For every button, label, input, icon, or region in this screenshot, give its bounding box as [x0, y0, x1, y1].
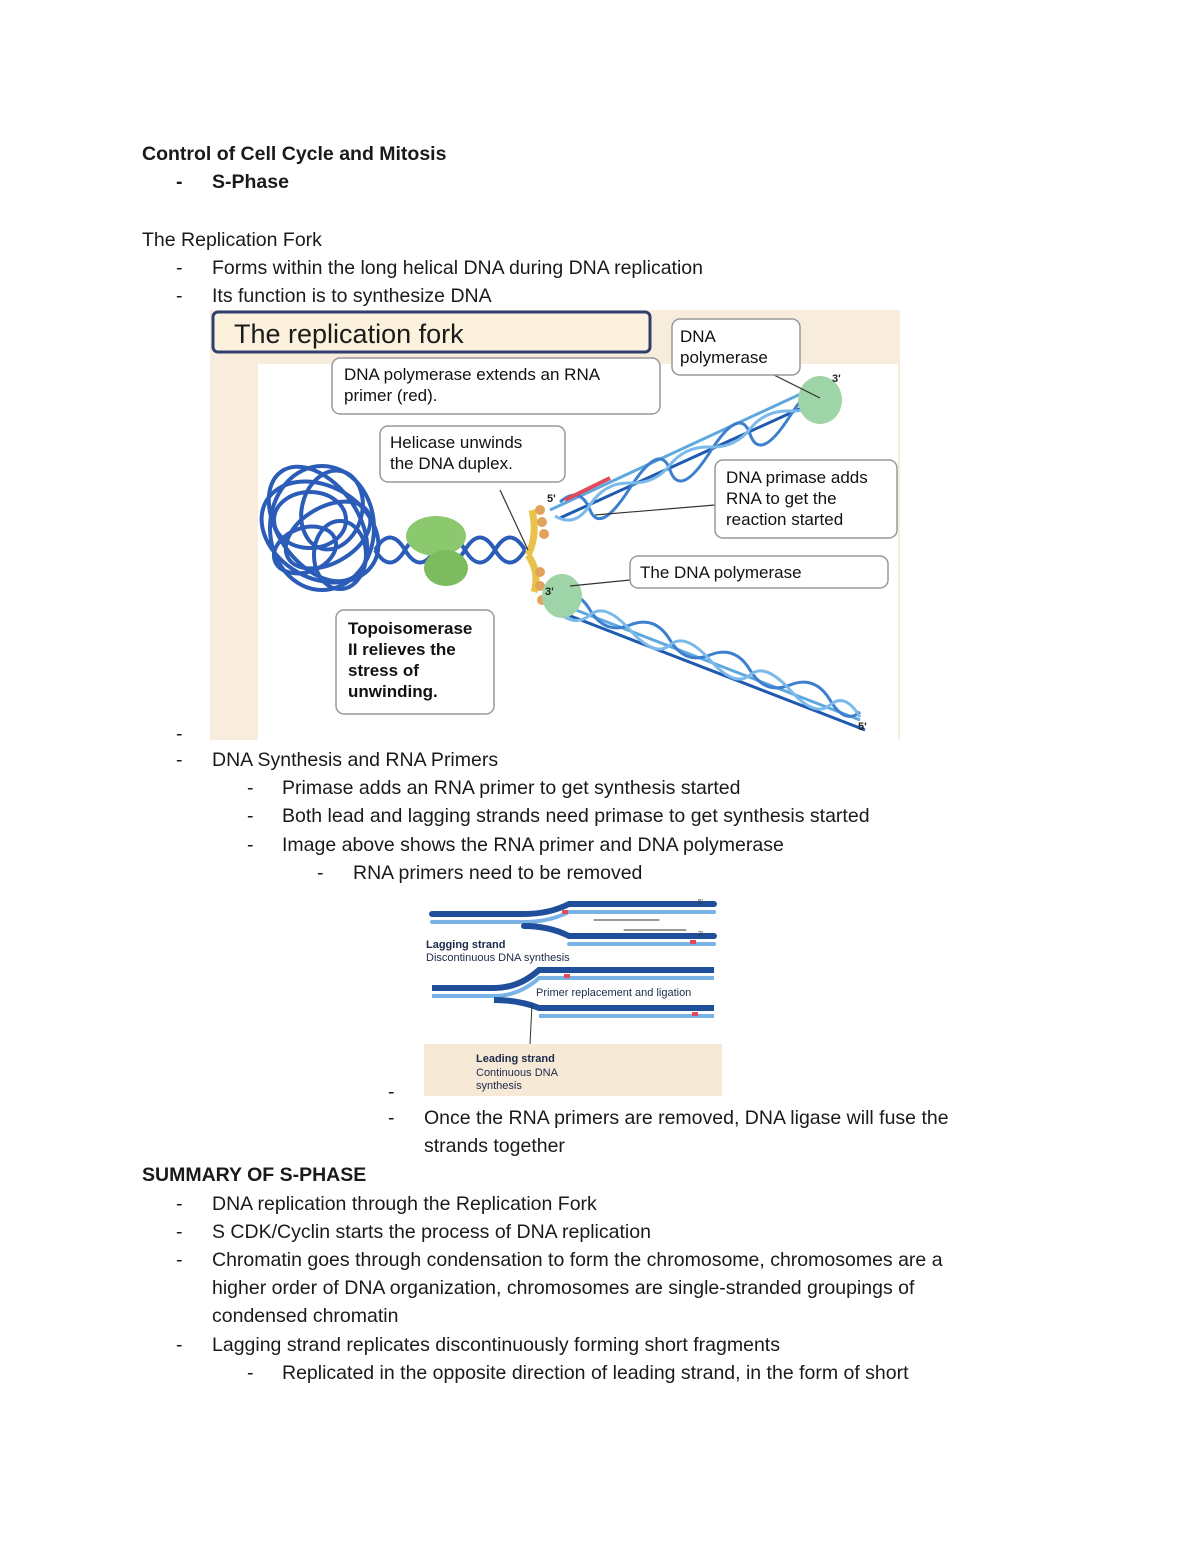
bullet-dash: - [176, 1249, 183, 1271]
lagging-strand-sublabel: Discontinuous DNA synthesis [426, 952, 570, 964]
bullet-dash: - [247, 834, 254, 856]
figure-caption-panel [424, 1044, 722, 1096]
callout-topoisomerase: Topoisomerase II relieves the stress of unwinding. [348, 619, 473, 701]
summary-item: DNA replication through the Replication Fork [212, 1193, 597, 1215]
summary-sub-item: Replicated in the opposite direction of leading strand, in the form of short [282, 1362, 909, 1384]
bullet-dash: - [176, 1334, 183, 1356]
summary-chromatin-line: Chromatin goes through condensation to form the chromosome, chromosomes are a [212, 1249, 943, 1271]
ligase-note-line: Once the RNA primers are removed, DNA ligase will fuse the [424, 1107, 949, 1129]
summary-item: S CDK/Cyclin starts the process of DNA replication [212, 1221, 651, 1243]
five-prime-label: 5' [858, 721, 867, 733]
bullet-dash: - [388, 1107, 395, 1129]
bullet-dash: - [176, 171, 183, 193]
bullet-dash: - [176, 285, 183, 307]
bullet-dash: - [176, 1221, 183, 1243]
bullet-item: Forms within the long helical DNA during DNA replication [212, 257, 703, 279]
callout-dna-polymerase: DNA polymerase [680, 327, 768, 367]
leading-strand-sublabel: Continuous DNA synthesis [476, 1067, 558, 1092]
callout-primase: DNA primase adds RNA to get the reaction started [726, 468, 868, 529]
callout-polymerase-bottom: The DNA polymerase [640, 563, 802, 582]
three-prime-label: 3' [698, 931, 704, 938]
leading-lagging-figure [424, 896, 722, 1096]
bullet-dash: - [388, 1081, 395, 1103]
section-heading-replication-fork: The Replication Fork [142, 229, 322, 251]
bullet-dash: - [317, 862, 324, 884]
sub-bullet-item: Primase adds an RNA primer to get synthesis started [282, 777, 741, 799]
sub-sub-bullet-item: RNA primers need to be removed [353, 862, 643, 884]
three-prime-label: 3' [545, 586, 554, 598]
callout-helicase: Helicase unwinds the DNA duplex. [390, 433, 523, 473]
ligase-note-line: strands together [424, 1135, 565, 1157]
sub-bullet-item: Both lead and lagging strands need primase to get synthesis started [282, 805, 870, 827]
summary-chromatin-line: condensed chromatin [212, 1305, 399, 1327]
page-subtitle: S-Phase [212, 171, 289, 193]
bullet-dash: - [247, 1362, 254, 1384]
bullet-dash: - [176, 749, 183, 771]
bullet-dash: - [247, 777, 254, 799]
page-title: Control of Cell Cycle and Mitosis [142, 143, 447, 165]
figure-title: The replication fork [234, 319, 464, 349]
leading-strand-label: Leading strand [476, 1053, 555, 1065]
bullet-item: Its function is to synthesize DNA [212, 285, 492, 307]
sub-bullet-item: Image above shows the RNA primer and DNA polymerase [282, 834, 784, 856]
bullet-item: DNA Synthesis and RNA Primers [212, 749, 499, 771]
bullet-dash: - [176, 257, 183, 279]
three-prime-label: 3' [832, 373, 841, 385]
bullet-dash: - [176, 1193, 183, 1215]
bullet-dash: - [176, 723, 183, 745]
summary-item: Lagging strand replicates discontinuously forming short fragments [212, 1334, 780, 1356]
five-prime-label: 5' [547, 493, 556, 505]
summary-heading: SUMMARY OF S-PHASE [142, 1164, 367, 1186]
lagging-strand-label: Lagging strand [426, 939, 506, 951]
five-prime-label: 5' [698, 899, 704, 906]
summary-chromatin-line: higher order of DNA organization, chromosomes are single-stranded groupings of [212, 1277, 915, 1299]
bullet-dash: - [247, 805, 254, 827]
primer-replacement-label: Primer replacement and ligation [536, 987, 692, 999]
callout-extends: DNA polymerase extends an RNA primer (red). [344, 365, 601, 405]
replication-fork-figure [210, 310, 900, 740]
